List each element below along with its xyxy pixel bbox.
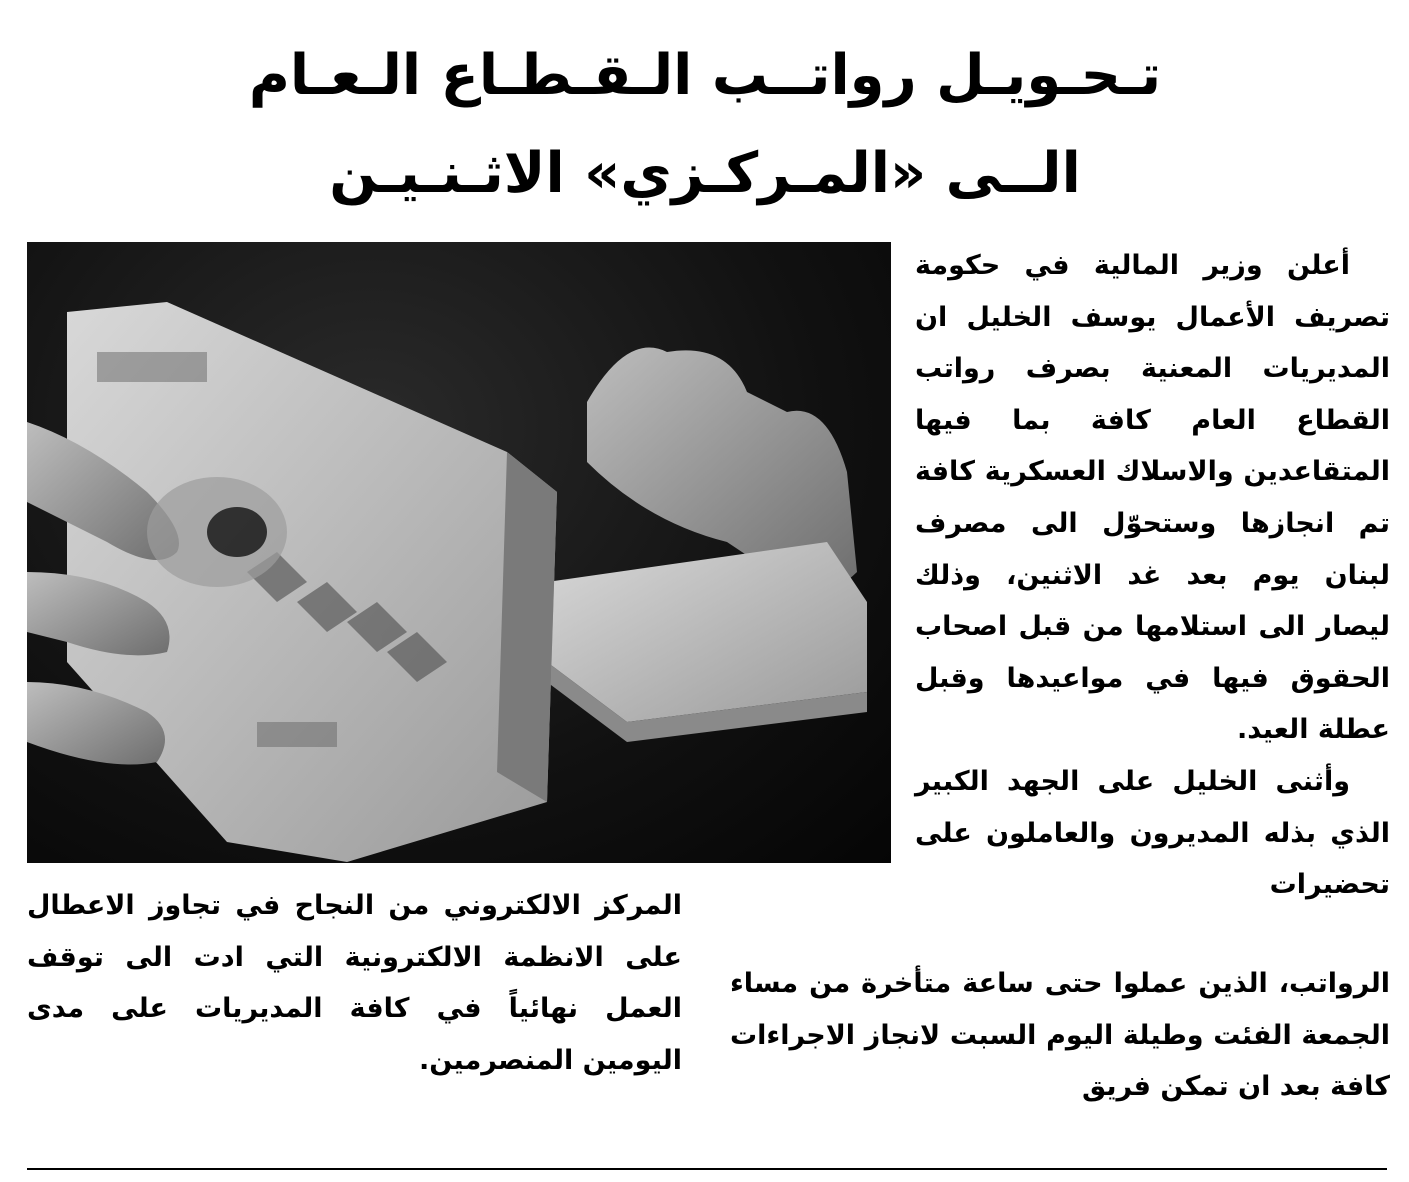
article-paragraph-2: وأثنى الخليل على الجهد الكبير الذي بذله المديرون والعاملون على تحضيرات: [915, 765, 1390, 901]
banknotes-illustration: [27, 242, 891, 863]
headline-line-1: تـحـويـل رواتــب الـقـطـاع الـعـام: [248, 43, 1162, 108]
article-paragraph-1: أعلن وزير المالية في حكومة تصريف الأعمال يوسف الخليل ان المديريات المعنية بصرف رواتب القطاع العام كافة بما فيها المتقاعدين والاسلاك العسكرية كافة تم انجازها وستحوّل الى مصرف لبنان يوم بعد غد الاثنين، وذلك ليصار الى استلامها من قبل اصحاب الحقوق فيها في مواعيدها وقبل عطلة العيد.: [915, 250, 1390, 746]
article-photo-money: [27, 242, 891, 863]
bottom-rule: [27, 1168, 1387, 1170]
article-paragraph-4: المركز الالكتروني من النجاح في تجاوز الاعطال على الانظمة الالكترونية التي ادت الى توقف العمل نهائياً في كافة المديريات على مدى اليومين المنصرمين.: [27, 890, 682, 1076]
article-column-right: [915, 240, 1390, 911]
article-paragraph-3: الرواتب، الذين عملوا حتى ساعة متأخرة من مساء الجمعة الفئت وطيلة اليوم السبت لانجاز الاجراءات كافة بعد ان تمكن فريق: [730, 968, 1390, 1103]
headline-line-2: الــى «المـركـزي» الاثـنـيـن: [329, 141, 1081, 206]
article-column-bottom-right: [730, 958, 1390, 1113]
article-column-bottom-left: [27, 880, 682, 1086]
